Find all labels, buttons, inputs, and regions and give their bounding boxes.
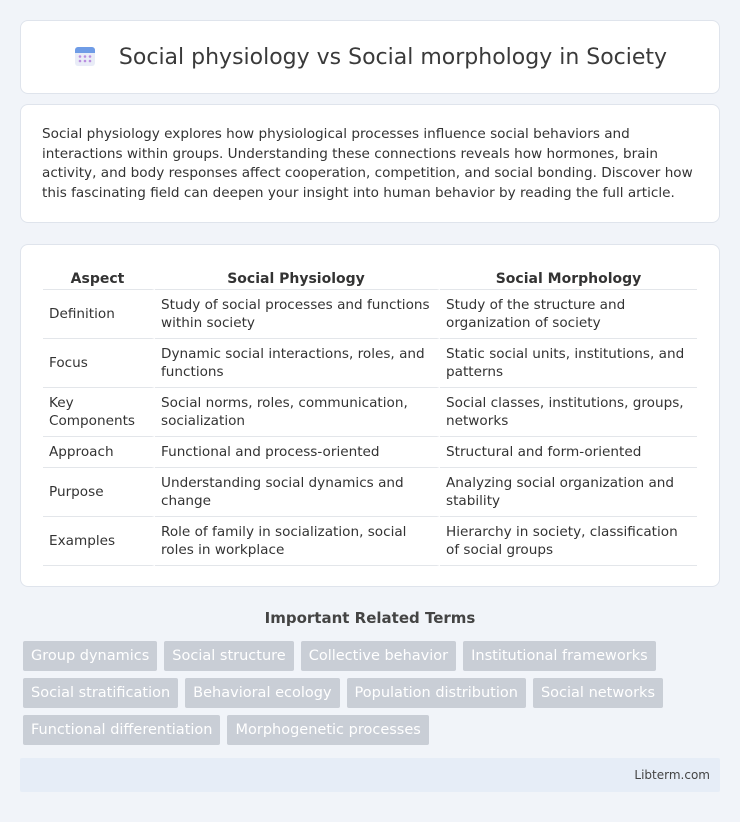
cell-aspect: Examples xyxy=(43,517,155,566)
cell-physiology: Social norms, roles, communication, socialization xyxy=(155,388,440,437)
cell-morphology: Study of the structure and organization of society xyxy=(440,290,697,339)
table-row xyxy=(43,388,697,437)
comparison-card xyxy=(20,244,720,587)
tag-collective-behavior[interactable]: Collective behavior xyxy=(301,641,456,671)
related-terms-list xyxy=(23,641,723,752)
tag-social-networks[interactable]: Social networks xyxy=(533,678,663,708)
tag-morphogenetic-processes[interactable]: Morphogenetic processes xyxy=(227,715,428,745)
tag-row xyxy=(23,678,723,708)
tag-institutional-frameworks[interactable]: Institutional frameworks xyxy=(463,641,656,671)
cell-physiology: Dynamic social interactions, roles, and functions xyxy=(155,339,440,388)
table-row xyxy=(43,468,697,517)
tag-behavioral-ecology[interactable]: Behavioral ecology xyxy=(185,678,339,708)
table-row xyxy=(43,339,697,388)
cell-physiology: Understanding social dynamics and change xyxy=(155,468,440,517)
tag-row xyxy=(23,715,723,745)
tag-group-dynamics[interactable]: Group dynamics xyxy=(23,641,157,671)
table-row xyxy=(43,290,697,339)
intro-paragraph: Social physiology explores how physiological processes influence social behaviors and interactions within groups. Understanding these connections reveals how hormones, brain activity, and body responses affect cooperation, competition, and social bonding. Discover how this fascinating field can deepen your insight into human behavior by reading the full article. xyxy=(42,126,693,201)
tag-row xyxy=(23,641,723,671)
cell-aspect: Purpose xyxy=(43,468,155,517)
header-aspect: Aspect xyxy=(43,266,155,290)
cell-morphology: Structural and form-oriented xyxy=(440,437,697,468)
cell-physiology: Role of family in socialization, social roles in workplace xyxy=(155,517,440,566)
header-social-physiology: Social Physiology xyxy=(155,266,440,290)
cell-physiology: Functional and process-oriented xyxy=(155,437,440,468)
tag-social-stratification[interactable]: Social stratification xyxy=(23,678,178,708)
cell-morphology: Static social units, institutions, and patterns xyxy=(440,339,697,388)
intro-card xyxy=(20,104,720,223)
tag-population-distribution[interactable]: Population distribution xyxy=(347,678,526,708)
cell-aspect: Key Components xyxy=(43,388,155,437)
tag-functional-differentiation[interactable]: Functional differentiation xyxy=(23,715,220,745)
cell-aspect: Focus xyxy=(43,339,155,388)
tag-social-structure[interactable]: Social structure xyxy=(164,641,293,671)
cell-aspect: Definition xyxy=(43,290,155,339)
table-row xyxy=(43,517,697,566)
comparison-table xyxy=(43,266,697,566)
footer xyxy=(20,758,720,792)
table-header-row xyxy=(43,266,697,290)
footer-site-link[interactable]: Libterm.com xyxy=(634,768,710,782)
cell-aspect: Approach xyxy=(43,437,155,468)
page-title: Social physiology vs Social morphology in Society xyxy=(118,44,668,70)
calendar-icon xyxy=(73,44,97,68)
cell-physiology: Study of social processes and functions within society xyxy=(155,290,440,339)
cell-morphology: Social classes, institutions, groups, networks xyxy=(440,388,697,437)
cell-morphology: Analyzing social organization and stability xyxy=(440,468,697,517)
cell-morphology: Hierarchy in society, classification of social groups xyxy=(440,517,697,566)
table-row xyxy=(43,437,697,468)
related-terms-title: Important Related Terms xyxy=(264,609,476,627)
title-card xyxy=(20,20,720,94)
header-social-morphology: Social Morphology xyxy=(440,266,697,290)
